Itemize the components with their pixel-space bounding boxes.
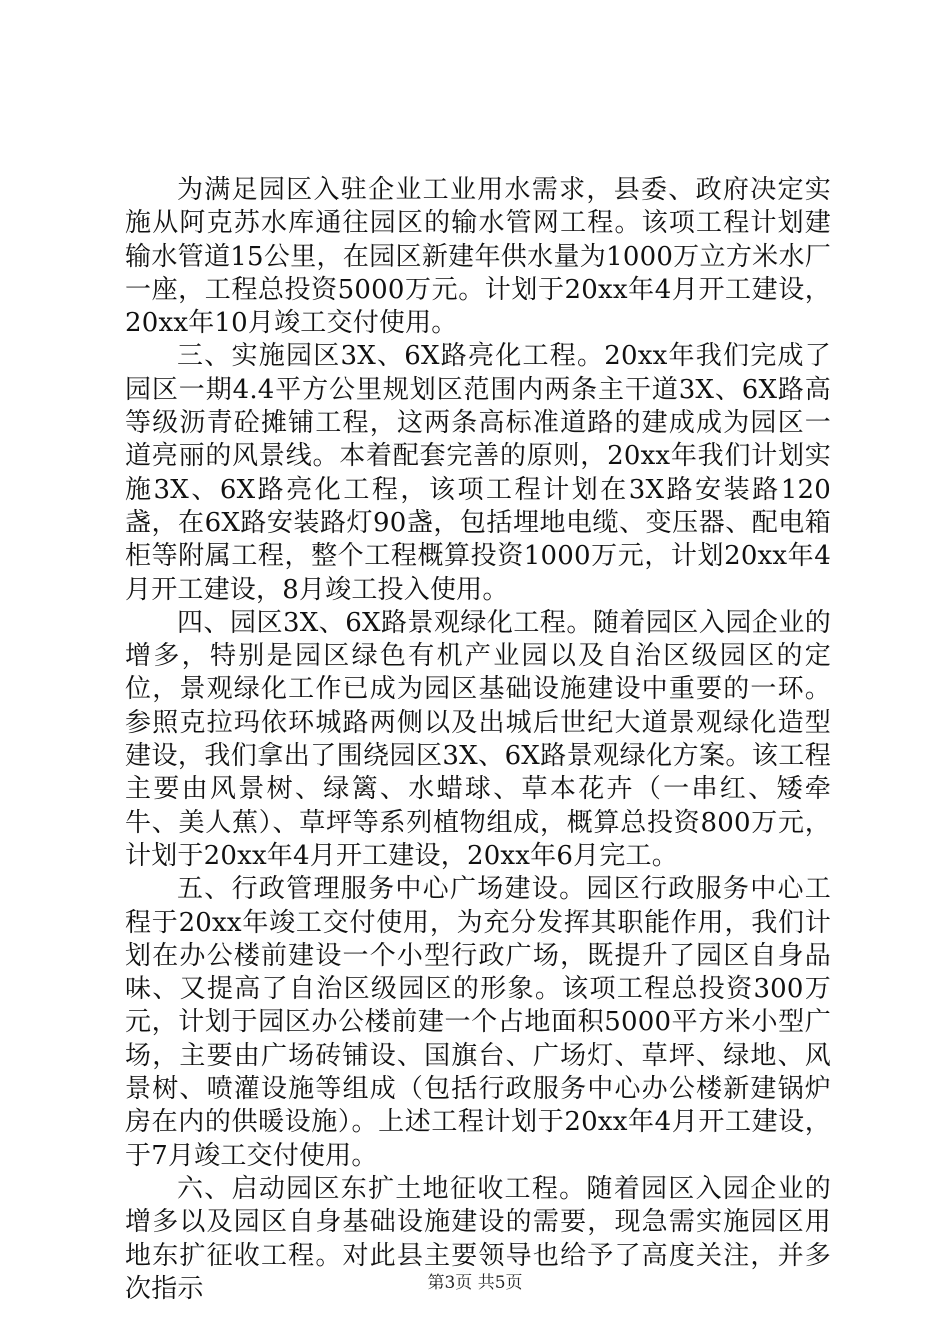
paragraph-east-expansion: 六、启动园区东扩土地征收工程。随着园区入园企业的增多以及园区自身基础设施建设的需要，现急需实施园区用地东扩征收工程。对此县主要领导也给予了高度关注，并多次指示: [125, 1173, 831, 1304]
page-footer: [0, 1272, 950, 1294]
paragraph-admin-plaza: 五、行政管理服务中心广场建设。园区行政服务中心工程于20xx年竣工交付使用，为充分发挥其职能作用，我们计划在办公楼前建设一个小型行政广场，既提升了园区自身品味、又提高了自治区级园区的形象。该项工程总投资300万元，计划于园区办公楼前建一个占地面积5000平方米小型广场，主要由广场砖铺设、国旗台、广场灯、草坪、绿地、风景树、喷灌设施等组成（包括行政服务中心办公楼新建锅炉房在内的供暖设施）。上述工程计划于20xx年4月开工建设，于7月竣工交付使用。: [125, 874, 831, 1171]
paragraph-road-greening: 四、园区3X、6X路景观绿化工程。随着园区入园企业的增多，特别是园区绿色有机产业园以及自治区级园区的定位，景观绿化工作已成为园区基础设施建设中重要的一环。参照克拉玛依环城路两侧以及出城后世纪大道景观绿化造型建设，我们拿出了围绕园区3X、6X路景观绿化方案。该工程主要由风景树、绿篱、水蜡球、草本花卉（一串红、矮牵牛、美人蕉）、草坪等系列植物组成，概算总投资800万元，计划于20xx年4月开工建设，20xx年6月完工。: [125, 607, 831, 871]
page-number: 第3页 共5页: [427, 1273, 523, 1293]
document-body: [125, 174, 831, 1306]
paragraph-road-lighting: 三、实施园区3X、6X路亮化工程。20xx年我们完成了园区一期4.4平方公里规划区范围内两条主干道3X、6X路高等级沥青砼摊铺工程，这两条高标准道路的建成成为园区一道亮丽的风景线。本着配套完善的原则，20xx年我们计划实施3X、6X路亮化工程，该项工程计划在3X路安装路120盏，在6X路安装路灯90盏，包括埋地电缆、变压器、配电箱柜等附属工程，整个工程概算投资1000万元，计划20xx年4月开工建设，8月竣工投入使用。: [125, 341, 831, 605]
paragraph-water-pipeline: 为满足园区入驻企业工业用水需求，县委、政府决定实施从阿克苏水库通往园区的输水管网工程。该项工程计划建输水管道15公里，在园区新建年供水量为1000万立方米水厂一座，工程总投资5000万元。计划于20xx年4月开工建设，20xx年10月竣工交付使用。: [125, 175, 831, 339]
